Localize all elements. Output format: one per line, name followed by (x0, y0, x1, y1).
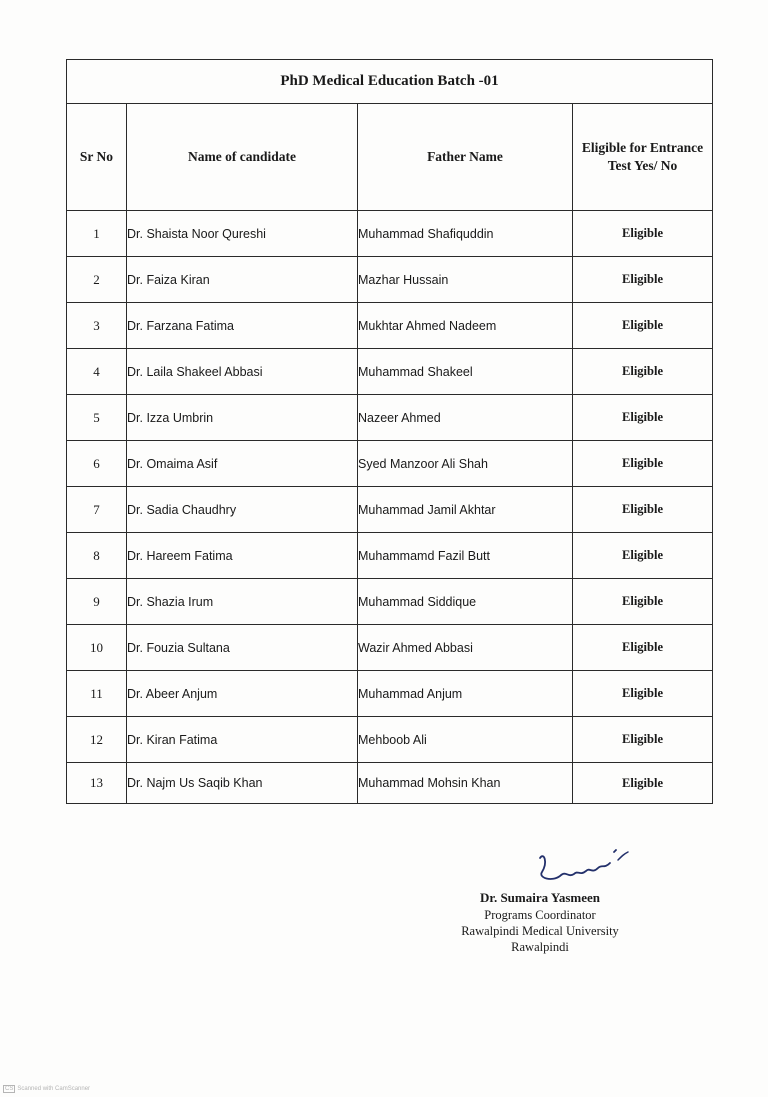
father-name-cell: Syed Manzoor Ali Shah (358, 441, 573, 487)
eligibility-cell: Eligible (573, 441, 713, 487)
table-row (67, 441, 713, 487)
eligibility-cell: Eligible (573, 717, 713, 763)
eligibility-cell: Eligible (573, 395, 713, 441)
candidate-name-cell: Dr. Omaima Asif (127, 441, 358, 487)
signatory-name: Dr. Sumaira Yasmeen (479, 890, 600, 905)
signature-block (440, 838, 640, 956)
sr-no-cell: 12 (67, 717, 127, 763)
signatory-organization: Rawalpindi Medical University (461, 924, 619, 939)
table-row (67, 533, 713, 579)
sr-no-cell: 13 (67, 763, 127, 804)
table-row (67, 671, 713, 717)
father-name-cell: Muhammad Jamil Akhtar (358, 487, 573, 533)
sr-no-cell: 1 (67, 211, 127, 257)
candidate-name-cell: Dr. Abeer Anjum (127, 671, 358, 717)
header-eligibility: Eligible for Entrance Test Yes/ No (573, 104, 713, 211)
sr-no-cell: 2 (67, 257, 127, 303)
table-row (67, 257, 713, 303)
candidate-name-cell: Dr. Laila Shakeel Abbasi (127, 349, 358, 395)
eligibility-cell: Eligible (573, 763, 713, 804)
sr-no-cell: 6 (67, 441, 127, 487)
eligibility-cell: Eligible (573, 625, 713, 671)
father-name-cell: Mukhtar Ahmed Nadeem (358, 303, 573, 349)
eligibility-table (66, 59, 713, 804)
table-row (67, 579, 713, 625)
candidate-name-cell: Dr. Kiran Fatima (127, 717, 358, 763)
table-title: PhD Medical Education Batch -01 (67, 60, 713, 104)
eligibility-cell: Eligible (573, 303, 713, 349)
table-row (67, 211, 713, 257)
camscanner-logo-icon: CS (5, 1086, 14, 1092)
candidate-name-cell: Dr. Faiza Kiran (127, 257, 358, 303)
father-name-cell: Nazeer Ahmed (358, 395, 573, 441)
sr-no-cell: 3 (67, 303, 127, 349)
header-father-name: Father Name (358, 104, 573, 211)
sr-no-cell: 8 (67, 533, 127, 579)
signatory-title: Programs Coordinator (484, 907, 596, 922)
eligibility-cell: Eligible (573, 579, 713, 625)
father-name-cell: Wazir Ahmed Abbasi (358, 625, 573, 671)
eligibility-cell: Eligible (573, 487, 713, 533)
father-name-cell: Muhammamd Fazil Butt (358, 533, 573, 579)
father-name-cell: Muhammad Mohsin Khan (358, 763, 573, 804)
father-name-cell: Muhammad Shafiquddin (358, 211, 573, 257)
father-name-cell: Muhammad Anjum (358, 671, 573, 717)
father-name-cell: Mehboob Ali (358, 717, 573, 763)
table-row (67, 303, 713, 349)
table-body (67, 211, 713, 804)
father-name-cell: Muhammad Shakeel (358, 349, 573, 395)
sr-no-cell: 9 (67, 579, 127, 625)
father-name-cell: Muhammad Siddique (358, 579, 573, 625)
candidate-name-cell: Dr. Shaista Noor Qureshi (127, 211, 358, 257)
sr-no-cell: 5 (67, 395, 127, 441)
sr-no-cell: 4 (67, 349, 127, 395)
signatory-city: Rawalpindi (511, 940, 569, 955)
eligibility-cell: Eligible (573, 533, 713, 579)
header-sr-no: Sr No (67, 104, 127, 211)
table-row (67, 349, 713, 395)
candidate-name-cell: Dr. Najm Us Saqib Khan (127, 763, 358, 804)
handwritten-signature (530, 838, 630, 890)
eligibility-cell: Eligible (573, 349, 713, 395)
table-row (67, 763, 713, 804)
candidate-name-cell: Dr. Shazia Irum (127, 579, 358, 625)
sr-no-cell: 11 (67, 671, 127, 717)
father-name-cell: Mazhar Hussain (358, 257, 573, 303)
candidate-name-cell: Dr. Hareem Fatima (127, 533, 358, 579)
eligibility-cell: Eligible (573, 671, 713, 717)
candidate-name-cell: Dr. Izza Umbrin (127, 395, 358, 441)
scanner-watermark: CS Scanned with CamScanner (5, 1086, 91, 1092)
table-row (67, 487, 713, 533)
sr-no-cell: 10 (67, 625, 127, 671)
table-row (67, 717, 713, 763)
eligibility-cell: Eligible (573, 257, 713, 303)
eligibility-cell: Eligible (573, 211, 713, 257)
header-candidate-name: Name of candidate (127, 104, 358, 211)
candidate-name-cell: Dr. Sadia Chaudhry (127, 487, 358, 533)
candidate-name-cell: Dr. Farzana Fatima (127, 303, 358, 349)
sr-no-cell: 7 (67, 487, 127, 533)
table-row (67, 395, 713, 441)
candidate-name-cell: Dr. Fouzia Sultana (127, 625, 358, 671)
table-row (67, 625, 713, 671)
